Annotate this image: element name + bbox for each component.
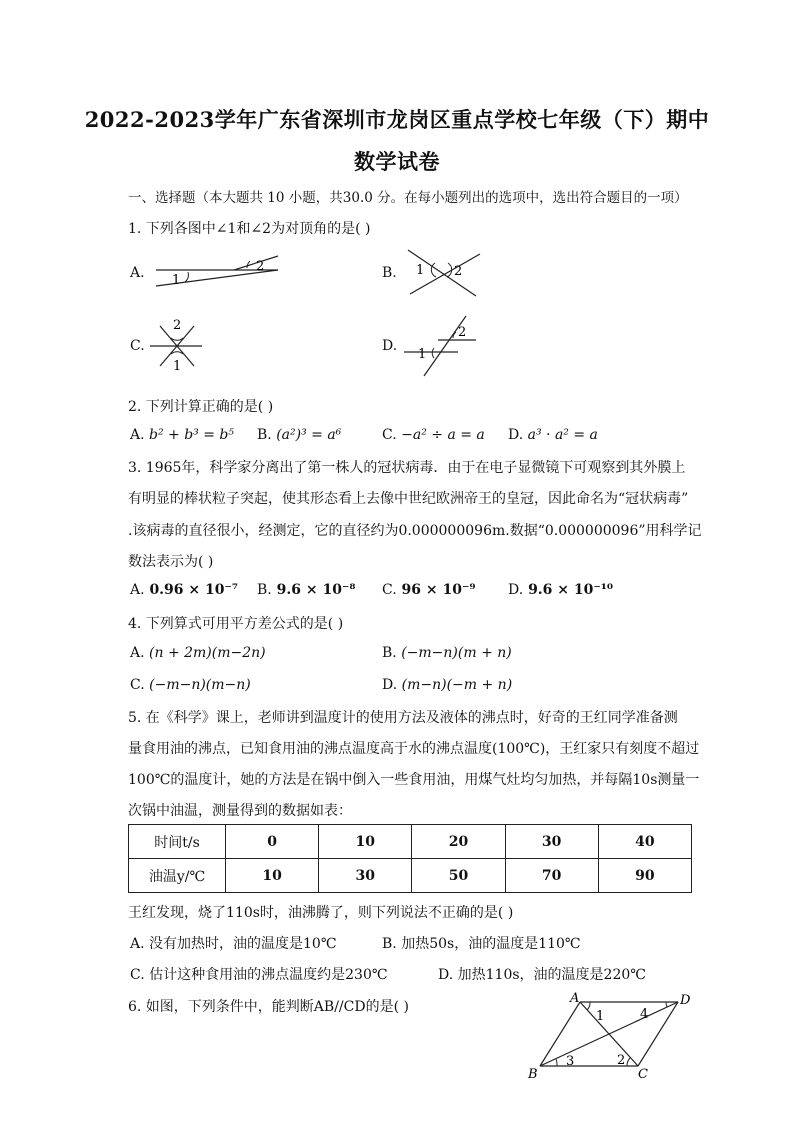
q5-option-c-text: 估计这种食用油的沸点温度约是230℃ <box>149 967 388 983</box>
q6-angle-label-2: 2 <box>617 1053 626 1068</box>
q6-point-b: B <box>528 1067 538 1082</box>
q3-option-b <box>257 582 355 598</box>
q4-option-c-expr: (−m−n)(m−n) <box>149 677 251 693</box>
q6-arc-3 <box>556 1059 557 1066</box>
q5-option-a-text: 没有加热时，油的温度是10℃ <box>149 936 337 952</box>
q4-option-c <box>130 677 251 693</box>
q5-line-4: 次锅中油温，测量得到的数据如表： <box>128 803 352 819</box>
q4-option-b-letter: B. <box>382 645 397 661</box>
q5-line-1: 5. 在《科学》课上，老师讲到温度计的使用方法及液体的沸点时，好奇的王红同学准备测 <box>128 710 678 726</box>
q1d-label-1: 1 <box>418 347 427 362</box>
q3-line-2: 有明显的棒状粒子突起，使其形态看上去像中世纪欧洲帝王的皇冠，因此命名为“冠状病毒” <box>128 491 689 507</box>
table-cell: 10 <box>319 825 412 859</box>
q5-option-d-letter: D. <box>438 967 454 983</box>
q1b-arc-1 <box>431 263 436 277</box>
q3-option-a <box>130 582 238 598</box>
q2-option-d-letter: D. <box>508 427 524 443</box>
q2-option-b-expr: (a²)³ = a⁶ <box>276 427 342 443</box>
table-cell: 30 <box>505 825 598 859</box>
q1-figure-d <box>400 310 480 380</box>
q2-option-a <box>130 427 234 443</box>
q2-option-b <box>257 427 341 443</box>
q6-point-c: C <box>638 1067 648 1082</box>
q1b-label-2: 2 <box>454 264 463 279</box>
q4-option-a-letter: A. <box>130 645 145 661</box>
q1c-arc-1 <box>171 338 183 340</box>
q1-option-a-label: A. <box>130 265 145 281</box>
q6-arc-4 <box>666 1002 667 1007</box>
q5-option-a-letter: A. <box>130 936 145 952</box>
table-cell: 20 <box>412 825 505 859</box>
table-cell: 10 <box>226 859 319 893</box>
q1c-arc-2 <box>171 352 183 354</box>
q3-option-d-letter: D. <box>508 582 524 598</box>
q4-option-c-letter: C. <box>130 677 145 693</box>
table-cell: 90 <box>598 859 691 893</box>
q4-option-b-expr: (−m−n)(m + n) <box>401 645 512 661</box>
q5-line-3: 100℃的温度计，她的方法是在锅中倒入一些食用油，用煤气灶均匀加热，并每隔10s测量一 <box>128 772 700 788</box>
q1c-label-1: 1 <box>173 359 182 372</box>
table-row <box>129 859 692 893</box>
q4-option-a-expr: (n + 2m)(m−2n) <box>149 645 266 661</box>
q6-angle-label-3: 3 <box>566 1054 575 1069</box>
q3-option-d <box>508 582 613 598</box>
q5-data-table <box>128 824 692 893</box>
q4-option-d-expr: (m−n)(−m + n) <box>401 677 513 693</box>
q6-stem: 6. 如图，下列条件中，能判断AB//CD的是( ) <box>128 999 409 1015</box>
q3-line-4: 数法表示为( ) <box>128 554 214 570</box>
q4-option-a <box>130 645 266 661</box>
q5-option-d-text: 加热110s，油的温度是220℃ <box>457 967 646 983</box>
q4-option-d <box>382 677 512 693</box>
q5-option-b <box>382 933 581 953</box>
q1b-label-1: 1 <box>416 263 425 278</box>
q1-option-d-label: D. <box>382 338 398 354</box>
q5-line-2: 量食用油的沸点，已知食用油的沸点温度高于水的沸点温度(100℃)，王红家只有刻度不超过 <box>128 741 700 757</box>
q5-after-table: 王红发现，烧了110s时，油沸腾了，则下列说法不正确的是( ) <box>128 905 514 921</box>
q6-point-a: A <box>570 991 580 1006</box>
q2-option-a-letter: A. <box>130 427 145 443</box>
exam-title-line2: 数学试卷 <box>354 149 440 174</box>
q1-option-b-label: B. <box>382 265 397 281</box>
q3-line-1: 3. 1965年，科学家分离出了第一株人的冠状病毒．由于在电子显微镜下可观察到其外膜上 <box>128 460 686 476</box>
q6-angle-label-1: 1 <box>596 1009 605 1024</box>
q1a-arc-1 <box>185 272 188 282</box>
q4-option-b <box>382 645 512 661</box>
q5-option-d <box>438 964 646 984</box>
q1-figure-a <box>150 248 285 290</box>
table-cell: 70 <box>505 859 598 893</box>
q4-stem: 4. 下列算式可用平方差公式的是( ) <box>128 616 344 632</box>
q1-option-c-label: C. <box>130 338 145 354</box>
q2-option-d <box>508 427 598 443</box>
q2-option-d-expr: a³ · a² = a <box>527 427 598 443</box>
section-heading: 一、选择题（本大题共 10 小题，共30.0 分。在每小题列出的选项中，选出符合题目的一项） <box>128 190 688 206</box>
q5-option-b-text: 加热50s，油的温度是110℃ <box>401 936 581 952</box>
q5-option-c-letter: C. <box>130 967 145 983</box>
table-row <box>129 825 692 859</box>
q6-point-d: D <box>680 993 691 1008</box>
q3-option-c-expr: 96 × 10⁻⁹ <box>401 582 476 598</box>
table-cell: 30 <box>319 859 412 893</box>
q1d-label-2: 2 <box>458 325 467 340</box>
q2-option-a-expr: b² + b³ = b⁵ <box>149 427 234 443</box>
table-row-label: 时间t/s <box>129 825 226 859</box>
q3-option-b-expr: 9.6 × 10⁻⁸ <box>276 582 356 598</box>
q1a-label-1: 1 <box>172 273 181 288</box>
q5-option-b-letter: B. <box>382 936 397 952</box>
q2-option-c-letter: C. <box>382 427 397 443</box>
q3-line-3: .该病毒的直径很小，经测定，它的直径约为0.000000096m.数据“0.000000096”用科学记 <box>128 523 702 539</box>
q3-option-c-letter: C. <box>382 582 397 598</box>
q3-option-c <box>382 582 476 598</box>
q2-option-b-letter: B. <box>257 427 272 443</box>
table-cell: 0 <box>226 825 319 859</box>
q3-option-d-expr: 9.6 × 10⁻¹⁰ <box>528 582 614 598</box>
q2-option-c <box>382 427 485 443</box>
q6-angle-label-4: 4 <box>640 1007 649 1022</box>
q2-stem: 2. 下列计算正确的是( ) <box>128 399 274 415</box>
q1-figure-c <box>148 316 204 372</box>
table-cell: 50 <box>412 859 505 893</box>
q1-figure-b <box>402 244 487 300</box>
q4-option-d-letter: D. <box>382 677 398 693</box>
q6-arc-1 <box>587 1002 590 1010</box>
q3-option-b-letter: B. <box>257 582 272 598</box>
q3-option-a-expr: 0.96 × 10⁻⁷ <box>149 582 239 598</box>
table-row-label: 油温y/℃ <box>129 859 226 893</box>
table-cell: 40 <box>598 825 691 859</box>
q1a-label-2: 2 <box>256 259 265 274</box>
q1-stem: 1. 下列各图中∠1和∠2为对顶角的是( ) <box>128 221 371 237</box>
q3-option-a-letter: A. <box>130 582 145 598</box>
q1d-arc-1 <box>432 348 434 358</box>
q6-parallelogram-figure <box>520 990 700 1082</box>
q2-option-c-expr: −a² ÷ a = a <box>401 427 485 443</box>
exam-title-line1: 2022-2023学年广东省深圳市龙岗区重点学校七年级（下）期中 <box>84 107 710 132</box>
q1c-label-2: 2 <box>173 318 182 333</box>
q6-arc-2 <box>627 1058 630 1066</box>
q5-option-c <box>130 964 388 984</box>
q5-option-a <box>130 933 337 953</box>
